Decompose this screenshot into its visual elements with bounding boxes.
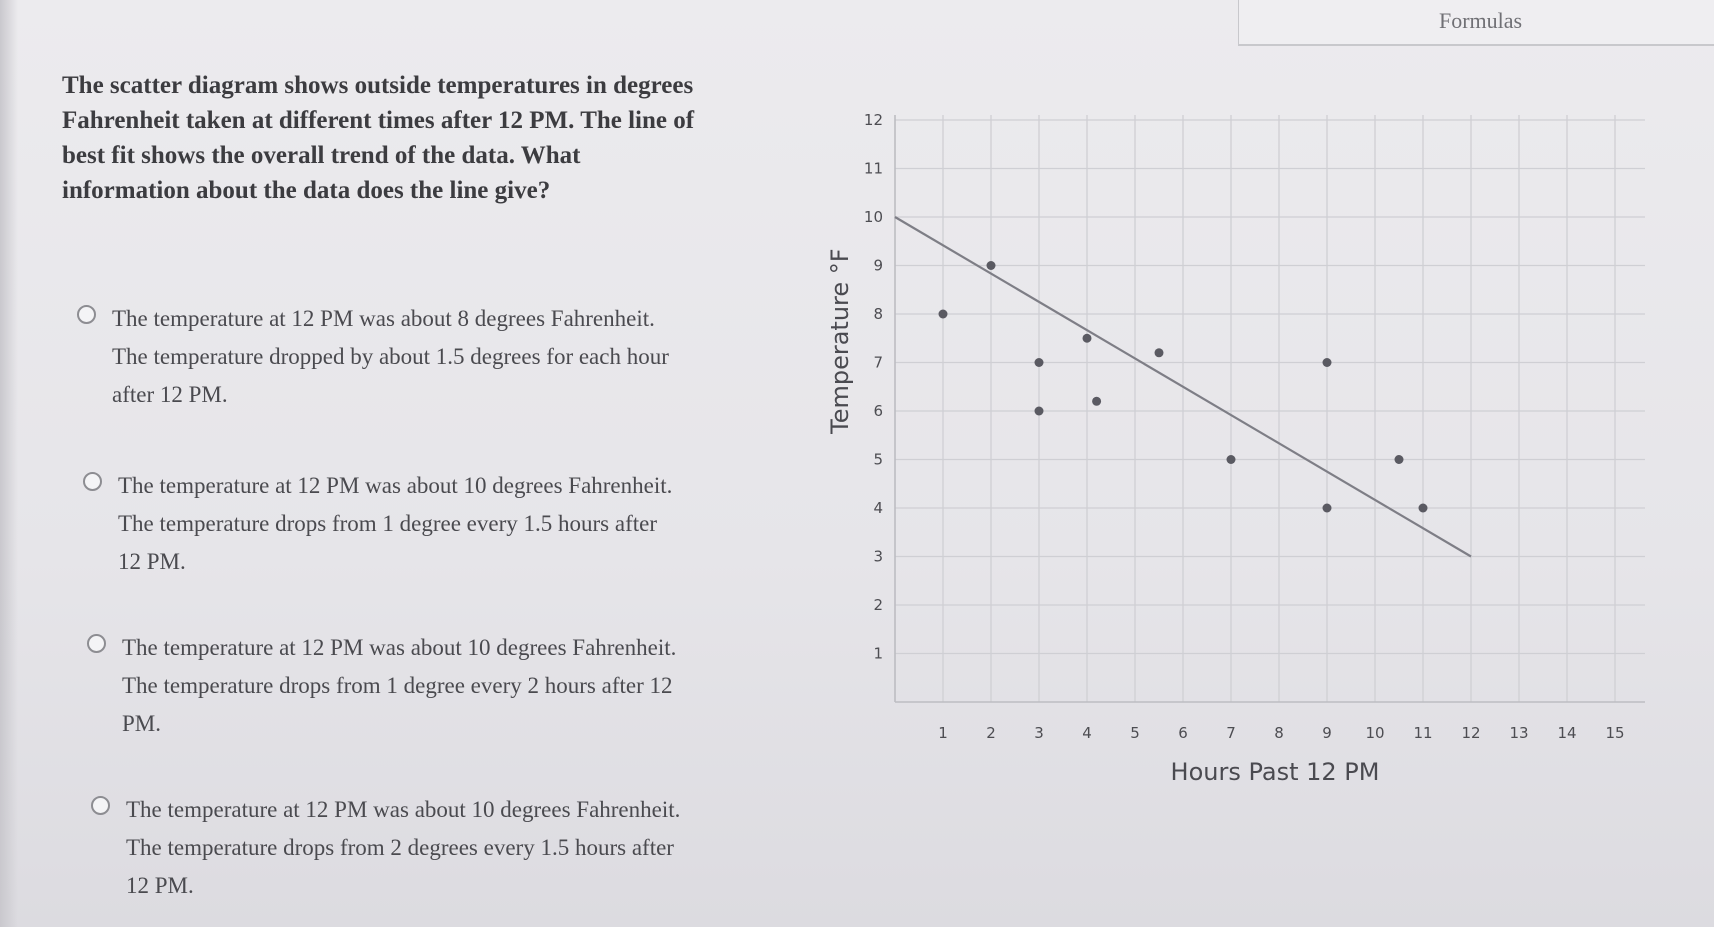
y-tick-label: 11 xyxy=(863,159,883,178)
y-tick-label: 9 xyxy=(873,256,883,275)
data-point xyxy=(1323,504,1332,513)
left-edge-shadow xyxy=(0,0,18,927)
option-d[interactable] xyxy=(126,791,686,905)
data-point xyxy=(1155,348,1164,357)
option-b[interactable] xyxy=(118,467,678,581)
x-tick-label: 2 xyxy=(986,724,996,742)
y-tick-label: 8 xyxy=(873,305,883,323)
data-point xyxy=(1035,407,1044,416)
data-point xyxy=(939,310,948,319)
x-tick-label: 15 xyxy=(1605,724,1625,742)
x-tick-label: 4 xyxy=(1082,724,1092,742)
option-c-radio[interactable] xyxy=(87,634,106,653)
data-point xyxy=(1083,334,1092,343)
option-c[interactable] xyxy=(122,629,682,743)
y-tick-label: 10 xyxy=(863,208,883,226)
y-tick-label: 5 xyxy=(873,450,883,469)
data-point xyxy=(1395,455,1404,464)
option-a[interactable] xyxy=(112,300,672,414)
formulas-label[interactable]: Formulas xyxy=(1439,8,1523,33)
x-tick-label: 8 xyxy=(1274,724,1284,742)
x-tick-label: 5 xyxy=(1130,724,1140,742)
option-b-radio[interactable] xyxy=(83,472,102,491)
y-tick-label: 3 xyxy=(873,547,883,566)
chart-axes xyxy=(895,115,1645,702)
option-a-radio[interactable] xyxy=(77,305,96,324)
data-point xyxy=(1323,358,1332,367)
formulas-tab[interactable] xyxy=(1238,0,1714,46)
x-tick-label: 11 xyxy=(1413,724,1433,742)
x-tick-label: 6 xyxy=(1178,724,1188,742)
data-point xyxy=(1092,397,1101,406)
data-point xyxy=(1035,358,1044,367)
y-tick-label: 1 xyxy=(873,644,883,663)
x-tick-label: 7 xyxy=(1226,724,1236,742)
option-d-radio[interactable] xyxy=(91,796,110,815)
x-tick-label: 1 xyxy=(938,724,948,742)
x-tick-label: 3 xyxy=(1034,724,1044,742)
x-tick-label: 10 xyxy=(1365,724,1385,742)
data-point xyxy=(1227,455,1236,464)
chart-grid xyxy=(895,115,1645,702)
data-point xyxy=(1419,504,1428,513)
data-point xyxy=(987,261,996,270)
y-tick-label: 7 xyxy=(873,353,883,372)
x-axis-label: Hours Past 12 PM xyxy=(1170,758,1380,786)
y-tick-label: 2 xyxy=(873,596,883,614)
x-tick-label: 13 xyxy=(1509,724,1529,742)
y-axis-label: Temperature °F xyxy=(826,248,854,434)
option-b-text[interactable]: The temperature at 12 PM was about 10 degrees Fahrenheit. The temperature drops from 1 degree every 1.5 hours after 12 PM. xyxy=(118,473,673,574)
x-tick-labels xyxy=(938,724,1624,742)
x-tick-label: 12 xyxy=(1461,724,1481,742)
scatter-chart xyxy=(800,90,1680,790)
y-tick-label: 4 xyxy=(873,499,883,517)
option-a-text[interactable]: The temperature at 12 PM was about 8 degrees Fahrenheit. The temperature dropped by about 1.5 degrees for each hour after 12 PM. xyxy=(112,306,669,407)
y-tick-label: 12 xyxy=(863,111,883,129)
y-tick-label: 6 xyxy=(873,402,883,420)
x-tick-label: 14 xyxy=(1557,724,1577,742)
option-c-text[interactable]: The temperature at 12 PM was about 10 degrees Fahrenheit. The temperature drops from 1 degree every 2 hours after 12 PM. xyxy=(122,635,677,736)
question-text: The scatter diagram shows outside temperatures in degrees Fahrenheit taken at different times after 12 PM. The line of best fit shows the overall trend of the data. What information about the data does the line give? xyxy=(62,72,695,204)
option-d-text[interactable]: The temperature at 12 PM was about 10 degrees Fahrenheit. The temperature drops from 2 degrees every 1.5 hours after 12 PM. xyxy=(126,797,681,898)
y-tick-labels xyxy=(864,111,883,663)
x-tick-label: 9 xyxy=(1322,724,1332,742)
